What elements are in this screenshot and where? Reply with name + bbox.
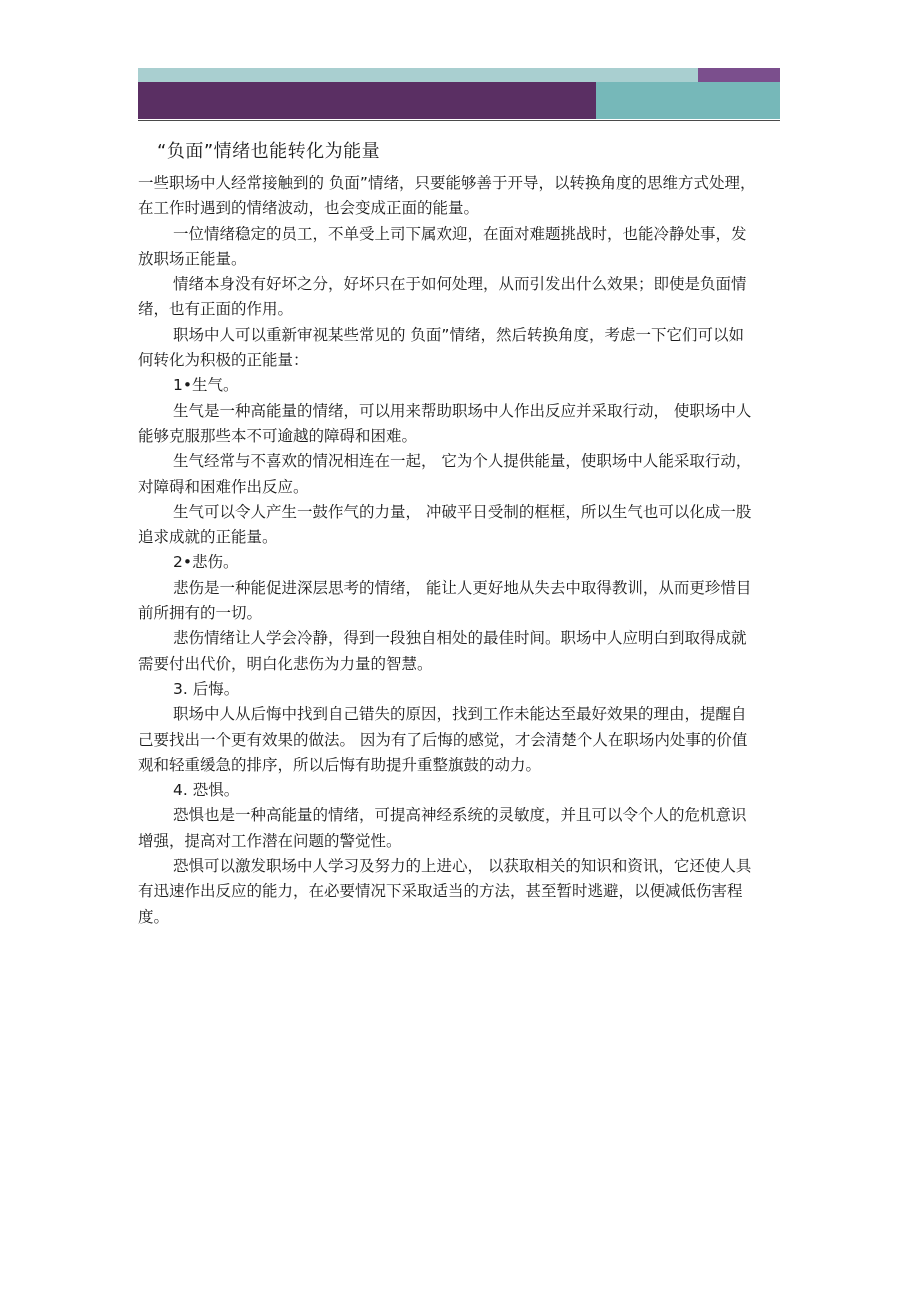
- section-heading: 3. 后悔。: [173, 679, 240, 698]
- paragraph: 情绪本身没有好坏之分，好坏只在于如何处理，从而引发出什么效果；即使是负面情绪，也有正面的作用。: [138, 275, 747, 319]
- paragraph: 一些职场中人经常接触到的 负面”情绪，只要能够善于开导，以转换角度的思维方式处理，在工作时遇到的情绪波动，也会变成正面的能量。: [138, 174, 756, 218]
- paragraph: 悲伤是一种能促进深层思考的情绪， 能让人更好地从失去中取得教训，从而更珍惜目前所拥有的一切。: [138, 578, 752, 623]
- paragraph: 悲伤情绪让人学会冷静，得到一段独自相处的最佳时间。职场中人应明白到取得成就需要付出代价，明白化悲伤为力量的智慧。: [138, 629, 747, 673]
- paragraph: 恐惧可以激发职场中人学习及努力的上进心， 以获取相关的知识和资讯，它还使人具有迅速作出反应的能力，在必要情况下采取适当的方法，甚至暂时逃避，以便减低伤害程度。: [138, 857, 752, 926]
- paragraph: 生气可以令人产生一鼓作气的力量， 冲破平日受制的框框，所以生气也可以化成一股追求成就的正能量。: [138, 502, 752, 547]
- paragraph: 生气经常与不喜欢的情况相连在一起， 它为个人提供能量，使职场中人能采取行动，对障碍和困难作出反应。: [138, 452, 752, 496]
- paragraph: 生气是一种高能量的情绪，可以用来帮助职场中人作出反应并采取行动， 使职场中人能够克服那些本不可逾越的障碍和困难。: [138, 401, 752, 445]
- section-heading: 1•生气。: [173, 376, 239, 395]
- section-heading: 4. 恐惧。: [173, 781, 240, 800]
- document-body: [138, 171, 758, 930]
- banner-teal-bar: [596, 82, 780, 119]
- section-heading: 2•悲伤。: [173, 553, 239, 572]
- banner-purple-tab: [698, 68, 780, 82]
- paragraph: 职场中人可以重新审视某些常见的 负面”情绪，然后转换角度，考虑一下它们可以如何转化为积极的正能量：: [138, 325, 744, 370]
- header-banner: [138, 68, 780, 120]
- banner-teal-strip: [138, 68, 698, 82]
- paragraph: 恐惧也是一种高能量的情绪，可提高神经系统的灵敏度，并且可以令个人的危机意识增强，提高对工作潜在问题的警觉性。: [138, 806, 747, 850]
- banner-divider: [138, 120, 780, 121]
- banner-purple-bar: [138, 82, 596, 119]
- document-title: “负面”情绪也能转化为能量: [157, 141, 381, 162]
- paragraph: 职场中人从后悔中找到自己错失的原因，找到工作未能达至最好效果的理由，提醒自己要找出一个更有效果的做法。 因为有了后悔的感觉，才会清楚个人在职场内处事的价值观和轻重缓急的排序，所以后悔有助提升重整旗鼓的动力。: [138, 705, 748, 774]
- paragraph: 一位情绪稳定的员工，不单受上司下属欢迎，在面对难题挑战时，也能冷静处事，发放职场正能量。: [138, 224, 747, 268]
